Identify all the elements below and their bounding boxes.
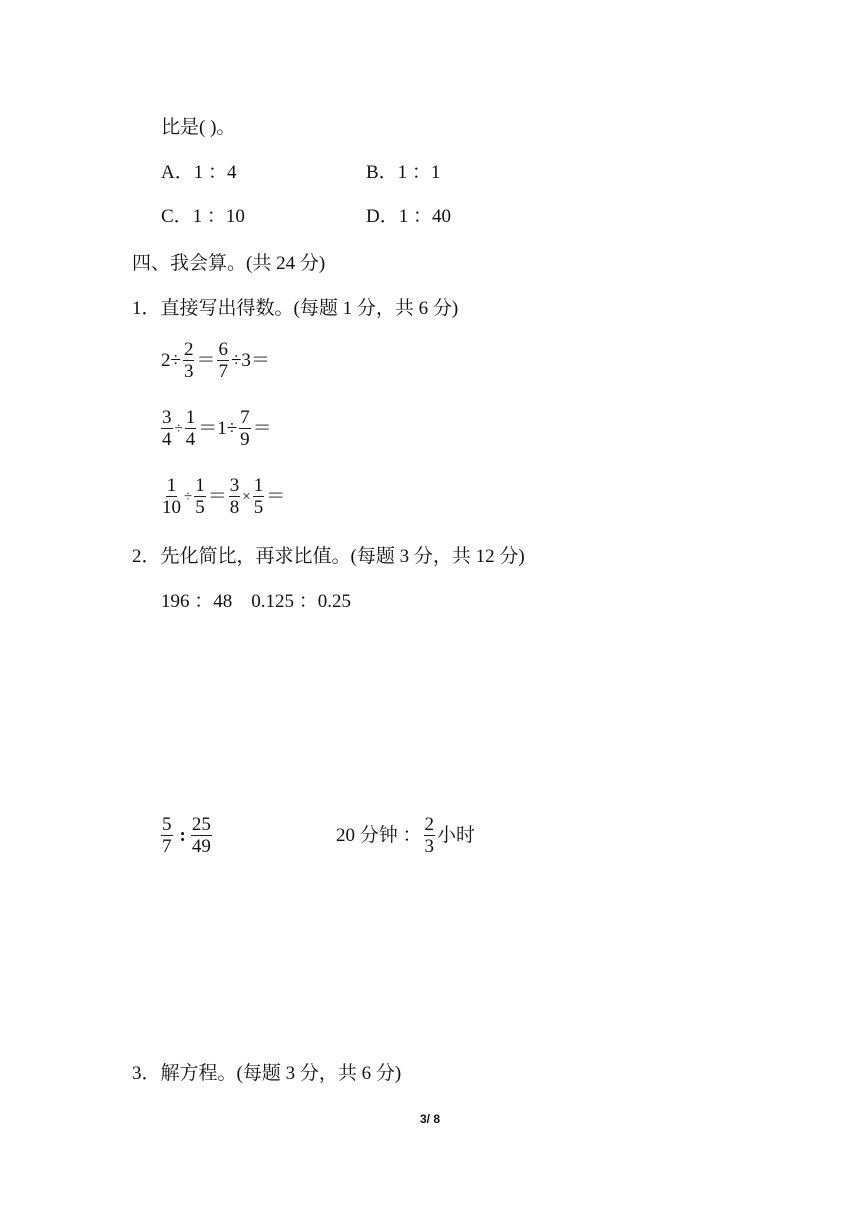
expr-text: ÷3＝ [230, 349, 270, 371]
fraction: $\frac{7}{9}$ [240, 407, 250, 450]
expr-text: × [242, 488, 251, 505]
fraction: $\frac{1}{5}$ [195, 475, 205, 518]
choice-c: C．1 ：10 [161, 206, 245, 227]
problem-3-heading: 3．解方程。(每题 3 分，共 6 分) [132, 1063, 402, 1084]
calc-row-2 [160, 407, 273, 450]
expr-text: ＝ [252, 417, 272, 439]
expr-text: ＝ [207, 485, 227, 507]
expr-text: : [179, 824, 186, 846]
expr-text: 20 分钟 ： [336, 824, 422, 846]
fraction: $\frac{1}{5}$ [253, 475, 264, 518]
ratio-expr-1 [160, 814, 213, 857]
fraction: $\frac{25}{49}$ [191, 814, 211, 857]
expr-text: ÷ [184, 488, 193, 505]
choice-a: A．1 ：4 [161, 162, 237, 183]
calc-row-1 [160, 339, 271, 382]
expr-text: ＝ [266, 485, 286, 507]
fraction: $\frac{5}{7}$ [162, 814, 172, 857]
choice-d: D．1 ：40 [366, 206, 451, 227]
expr-text: 小时 [437, 824, 476, 846]
ratio-expr-2 [335, 814, 476, 857]
question-tail: 比是( )。 [161, 117, 236, 138]
expr-text: ＝ [196, 349, 216, 371]
expr-text: 2÷ [161, 349, 181, 371]
fraction: $\frac{2}{3}$ [424, 814, 435, 857]
expr-text: ＝1÷ [198, 417, 238, 439]
fraction: $\frac{1}{10}$ [162, 475, 181, 518]
expr-text: ÷ [174, 420, 183, 437]
calc-row-3 [160, 475, 286, 518]
choice-b: B．1 ：1 [366, 162, 441, 183]
section-heading: 四、我会算。(共 24 分) [132, 253, 326, 274]
fraction: $\frac{2}{3}$ [183, 339, 194, 382]
ratio-row-1: 196 ：48 0.125 ：0.25 [161, 591, 352, 612]
problem-2-heading: 2．先化简比，再求比值。(每题 3 分，共 12 分) [132, 546, 525, 567]
problem-1-heading: 1．直接写出得数。(每题 1 分，共 6 分) [132, 298, 459, 319]
fraction: $\frac{6}{7}$ [218, 339, 228, 382]
fraction: $\frac{3}{8}$ [229, 475, 240, 518]
page-number: 3/ 8 [419, 1112, 440, 1126]
fraction: $\frac{1}{4}$ [185, 407, 196, 450]
fraction: $\frac{3}{4}$ [162, 407, 172, 450]
